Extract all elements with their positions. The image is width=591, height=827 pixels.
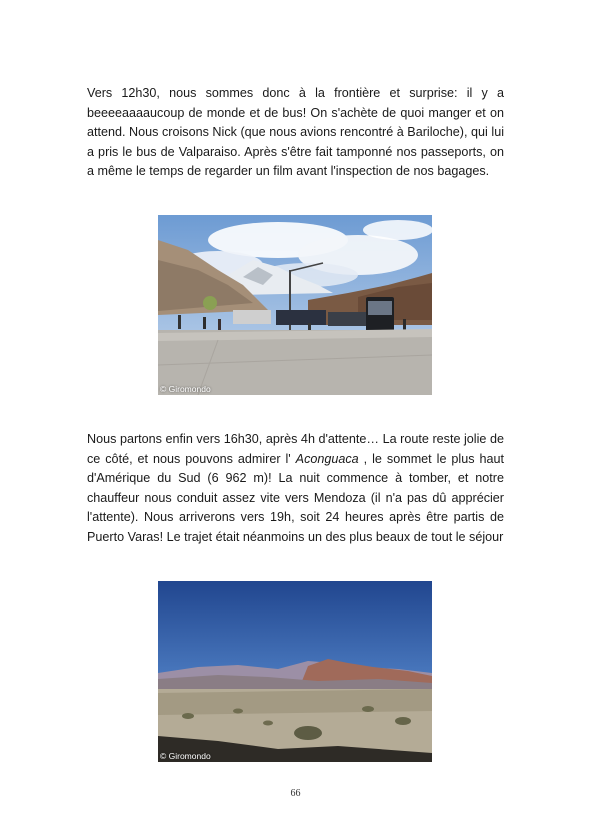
photo-watermark: © Giromondo xyxy=(160,751,211,761)
paragraph-border-wait: Vers 12h30, nous sommes donc à la frontière et surprise: il y a beeeeaaaaucoup de monde et de bus! On s'achète de quoi manger et on attend. Nous croisons Nick (que nous avions rencontré à Bariloche), qui lui a pris le bus de Valparaiso. Après s'être fait tamponné nos passeports, on a même le temps de regarder un film avant l'inspection de nos bagages. xyxy=(87,86,504,179)
page-number: 66 xyxy=(290,788,301,799)
peak-name: Aconguaca xyxy=(295,451,359,466)
photo-landscape-image xyxy=(158,581,432,762)
photo-andes-landscape xyxy=(158,581,432,762)
photo-border-crossing-buses xyxy=(158,215,432,395)
photo-watermark: © Giromondo xyxy=(160,384,211,394)
paragraph-text-after: , le sommet le plus haut d'Amérique du Sud (6 962 m)! La nuit commence à tomber, et notre chauffeur nous conduit assez vite vers Mendoza (il n'a pas dû apprécier l'attente). Nous arriverons vers 19h, soit 24 heures après être partis de Puerto Varas! Le trajet était néanmoins un des plus beaux de tout le séjour xyxy=(87,451,504,544)
paragraph-departure-mendoza xyxy=(87,430,504,548)
photo-border-crossing-image xyxy=(158,215,432,395)
paragraph-text-before: Nous partons enfin vers 16h30, après 4h d'attente… La route reste jolie de ce côté, et nous pouvons admirer l' xyxy=(87,432,504,466)
